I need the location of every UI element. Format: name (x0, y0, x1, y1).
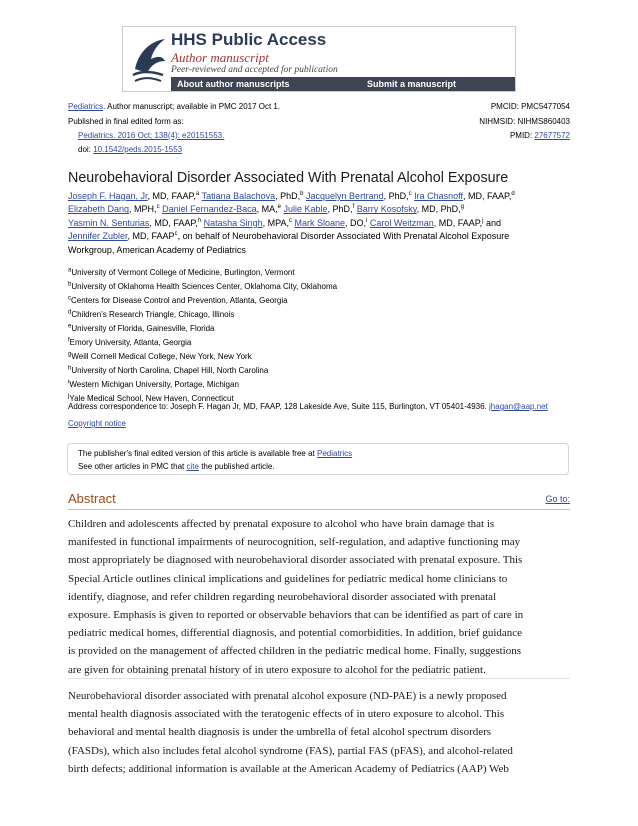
affil-sup: d (68, 309, 72, 316)
author-degree: , MD, FAAP (127, 231, 175, 242)
author-affil-sup: b (300, 191, 304, 197)
abstract-paragraph (68, 515, 523, 679)
author-link[interactable]: Julie Kable (283, 204, 328, 215)
author-degree: , MPA, (262, 217, 289, 228)
journal-link[interactable]: Pediatrics (68, 102, 104, 111)
author-list (68, 190, 574, 257)
author-link[interactable]: Yasmin N. Senturias (68, 217, 150, 228)
text-line: exposure. Emphasis is given to reported or observable behaviors that can be identified as part of care in (68, 608, 524, 621)
hhs-eagle-logo-icon (129, 31, 169, 87)
text-line: Special Article outlines clinical implications and guidelines for pediatric medical home clinicians to (68, 572, 508, 585)
published-as-label: Published in final edited form as: (68, 117, 184, 126)
text-line: pediatric medical homes, differential diagnosis, and potential comorbidities. In addition, brief guidance (68, 627, 523, 640)
affil-text: University of North Carolina, Chapel Hill, North Carolina (71, 366, 269, 375)
author-affil-sup: c (156, 204, 160, 211)
affil-text: Emory University, Atlanta, Georgia (69, 338, 192, 347)
author-link[interactable]: Elizabeth Dang (68, 204, 130, 215)
about-author-manuscripts-link[interactable]: About author manuscripts (177, 79, 290, 89)
text-line: identify, diagnose, and refer children regarding neurobehavioral disorder associated with prenatal (68, 590, 497, 603)
banner-tagline: Peer-reviewed and accepted for publication (171, 65, 338, 75)
hhs-banner (122, 26, 516, 92)
author-link[interactable]: Barry Kosofsky (356, 204, 417, 215)
infobox-text: See other articles in PMC that (78, 461, 185, 471)
text-line: behavioral and mental health diagnosis is under the umbrella of fetal alcohol spectrum disorders (68, 726, 492, 739)
affil-text: Centers for Disease Control and Prevention, Atlanta, Georgia (71, 296, 288, 305)
authors-and: and (485, 217, 502, 228)
affiliation (68, 323, 215, 334)
infobox-text: The publisher's final edited version of this article is available free at (78, 449, 315, 458)
affil-sup: c (68, 295, 71, 302)
article-title: Neurobehavioral Disorder Associated With Prenatal Alcohol Exposure (68, 170, 509, 186)
author-degree: , MD, PhD, (416, 204, 461, 215)
author-link[interactable]: Daniel Fernandez-Baca (162, 204, 257, 215)
author-link[interactable]: Natasha Singh (203, 217, 263, 228)
affil-sup: b (68, 281, 72, 288)
author-affil-sup: e (277, 204, 281, 211)
nihmsid: NIHMSID: NIHMS860403 (479, 117, 570, 126)
affil-text: University of Oklahoma Health Sciences Center, Oklahoma City, Oklahoma (71, 282, 338, 291)
author-link[interactable]: Jacquelyn Bertrand (306, 191, 384, 201)
banner-subtitle: Author manuscript (171, 50, 269, 65)
affiliation (68, 309, 234, 320)
author-affil-sup: i (366, 217, 368, 224)
author-degree: , MD, FAAP, (462, 191, 512, 201)
affiliation (68, 337, 191, 348)
availability-text: . Author manuscript; available in PMC 2017 Oct 1. (103, 102, 281, 111)
affil-sup: i (68, 379, 70, 386)
author-degree: , PhD, (327, 204, 353, 215)
author-degree: , MD, FAAP, (147, 191, 196, 201)
correspondence-text: Address correspondence to: Joseph F. Hagan Jr, MD, FAAP, 128 Lakeside Ave, Suite 115, Burlington, VT 05401-4936. (68, 402, 487, 411)
author-link[interactable]: Carol Weitzman (369, 217, 434, 228)
author-link[interactable]: Jennifer Zubler (68, 231, 128, 242)
text-line: are given for obtaining prenatal history of in utero exposure to alcohol for the pediatric patient. (68, 663, 486, 676)
affil-sup: a (68, 267, 72, 274)
affiliation (68, 267, 295, 278)
affil-text: University of Florida, Gainesville, Florida (71, 324, 215, 333)
copyright-line (68, 418, 126, 429)
author-affil-sup: c (408, 191, 412, 197)
affil-sup: g (68, 351, 72, 358)
availability-line (68, 101, 280, 112)
affil-sup: h (68, 365, 72, 372)
author-link[interactable]: Tatiana Balachova (201, 191, 276, 201)
author-affil-sup: f (352, 204, 355, 211)
author-affil-sup: c (288, 217, 292, 224)
affil-text: University of Vermont College of Medicine, Burlington, Vermont (71, 268, 295, 277)
author-degree: , MPH, (129, 204, 157, 215)
author-affil-sup: g (460, 204, 464, 211)
copyright-notice-link[interactable]: Copyright notice (68, 419, 126, 428)
body-paragraph (68, 687, 513, 778)
affiliation (68, 351, 252, 362)
author-degree: , MD, FAAP, (433, 217, 483, 228)
author-affil-sup: a (195, 191, 200, 197)
abstract-heading: Abstract (68, 491, 116, 506)
infobox-text: the published article. (201, 461, 275, 471)
affil-text: Yale Medical School, New Haven, Connecticut (69, 394, 234, 403)
author-degree: , MD, FAAP, (149, 217, 198, 228)
cite-link[interactable]: cite (186, 461, 199, 471)
author-affil-sup: h (197, 217, 202, 224)
abstract-header (68, 489, 570, 510)
author-link[interactable]: Mark Sloane (294, 217, 346, 228)
pmid-link[interactable]: 27677572 (534, 131, 570, 140)
affiliation (68, 365, 268, 376)
banner-title: HHS Public Access (171, 30, 327, 49)
text-line: birth defects; additional information is available at the American Academy of Pediatrics (AAP) Web (68, 762, 509, 775)
affil-sup: e (68, 323, 72, 330)
affiliation (68, 379, 239, 390)
publisher-info-box (67, 443, 569, 475)
author-degree: , PhD, (275, 191, 301, 201)
citation-link[interactable] (78, 130, 224, 141)
affil-text: Western Michigan University, Portage, Michigan (69, 380, 239, 389)
publisher-pediatrics-link[interactable]: Pediatrics (317, 449, 353, 458)
doi-line (78, 144, 182, 155)
infobox-line-1 (78, 448, 568, 461)
text-line: mental health diagnosis associated with the teratogenic effects of in utero exposure to alcohol. This (68, 708, 505, 721)
citation-link-text[interactable]: Pediatrics. 2016 Oct; 138(4): e20151553. (78, 131, 225, 140)
banner-link-bar (171, 77, 515, 91)
affiliation (68, 295, 288, 306)
author-degree: , PhD, (383, 191, 409, 201)
infobox-line-2 (78, 461, 568, 474)
goto-link[interactable]: Go to: (545, 494, 570, 504)
text-line: is provided on the management of affected children in the pediatric medical home. Finally, suggestions (68, 645, 522, 658)
section-divider (68, 678, 570, 679)
correspondence-line (68, 401, 548, 412)
group-line-1: , on behalf of Neurobehavioral Disorder Associated With Prenatal Alcohol Exposure (177, 231, 510, 242)
author-affil-sup: c (174, 231, 178, 238)
affil-sup: f (68, 337, 70, 344)
text-line: Neurobehavioral disorder associated with prenatal alcohol exposure (ND-PAE) is a newly proposed (68, 690, 507, 702)
author-degree: , DO, (345, 217, 367, 228)
text-line: most appropriately be diagnosed with neurobehavioral disorder associated with prenatal exposure. This (68, 554, 523, 567)
submit-manuscript-link[interactable]: Submit a manuscript (367, 79, 457, 89)
affil-text: Children’s Research Triangle, Chicago, Illinois (71, 310, 235, 319)
text-line: Children and adolescents affected by prenatal exposure to alcohol who have brain damage that is (68, 518, 495, 530)
author-affil-sup: j (482, 217, 484, 224)
author-affil-sup: d (511, 191, 515, 197)
group-line-2: Workgroup, American Academy of Pediatrics (68, 244, 246, 255)
pmcid: PMCID: PMC5477054 (490, 102, 570, 111)
author-degree: , MA, (256, 204, 278, 215)
text-line: (FASDs), which also includes fetal alcohol syndrome (FAS), partial FAS (pFAS), and alcohol-related (68, 744, 513, 757)
author-link[interactable]: Joseph F. Hagan, Jr (68, 191, 148, 201)
affil-sup: j (68, 393, 70, 400)
pmid-label: PMID: (509, 131, 533, 140)
pmid-line (510, 130, 570, 141)
affiliation (68, 281, 337, 292)
doi-link[interactable]: 10.1542/peds.2015-1553 (93, 145, 183, 154)
correspondence-email-link[interactable]: jhagan@aap.net (489, 402, 548, 411)
author-link[interactable]: Ira Chasnoff (414, 191, 463, 201)
affil-text: Weill Cornell Medical College, New York, New York (71, 352, 252, 361)
doi-label: doi: (78, 145, 91, 154)
text-line: manifested in functional impairments of neurocognition, self-regulation, and adaptive functioning may (68, 536, 521, 549)
